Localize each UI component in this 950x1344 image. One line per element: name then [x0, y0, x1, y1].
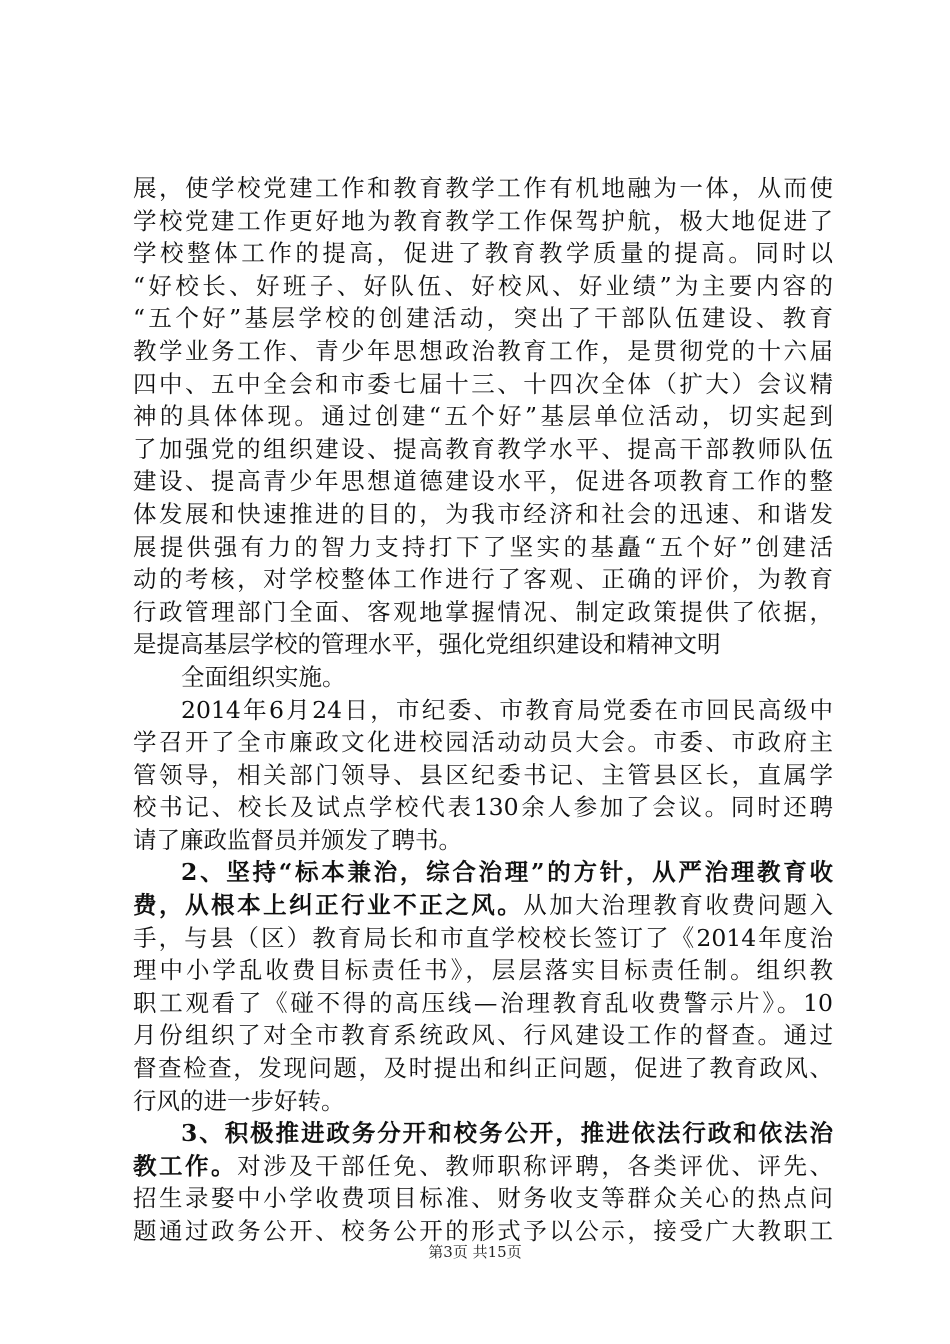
text-line: 展，使学校党建工作和教育教学工作有机地融为一体，从而使 — [133, 174, 833, 202]
text-line — [133, 1150, 833, 1183]
text-line: 是提高基层学校的管理水平，强化党组织建设和精神文明 — [133, 630, 721, 659]
paragraph — [133, 661, 833, 694]
section-heading-line: 2、坚持“标本兼治，综合治理”的方针，从严治理教育收 — [181, 858, 833, 887]
text-fragment: 从加大治理教育收费问题入 — [523, 891, 834, 920]
text-line: 职工观看了《碰不得的高压线—治理教育乱收费警示片》。10 — [133, 988, 833, 1017]
text-line: 神的具体体现。通过创建“五个好”基层单位活动，切实起到 — [133, 402, 833, 431]
text-line: 学召开了全市廉政文化进校园活动动员大会。市委、市政府主 — [133, 728, 833, 757]
page-number-label: 第3页 共15页 — [428, 1243, 522, 1261]
text-line: 招生录娶中小学收费项目标准、财务收支等群众关心的热点问 — [133, 1184, 833, 1213]
text-line: 展提供强有力的智力支持打下了坚实的基矗“五个好”创建活 — [133, 532, 833, 561]
text-line: 2014年6月24日，市纪委、市教育局党委在市回民高级中 — [181, 695, 833, 724]
text-line: 全面组织实施。 — [181, 662, 346, 691]
section-heading-line: 3、积极推进政务分开和校务公开，推进依法行政和依法治 — [181, 1119, 833, 1148]
text-line: 动的考核，对学校整体工作进行了客观、正确的评价，为教育 — [133, 565, 833, 594]
section-heading-line: 教工作。 — [133, 1151, 238, 1180]
text-line: 督查检查，发现问题，及时提出和纠正问题，促进了教育政风、 — [133, 1054, 833, 1083]
text-line: 校书记、校长及试点学校代表130余人参加了会议。同时还聘 — [133, 793, 833, 822]
text-line: 行政管理部门全面、客观地掌握情况、制定政策提供了依据， — [133, 597, 833, 626]
page-footer — [0, 1241, 950, 1262]
paragraph — [133, 172, 833, 661]
text-line: 题通过政务公开、校务公开的形式予以公示，接受广大教职工 — [133, 1217, 833, 1245]
paragraph — [133, 1117, 833, 1247]
section-heading-line: 费，从根本上纠正行业不正之风。 — [133, 891, 524, 920]
text-line — [133, 889, 833, 922]
text-line: 月份组织了对全市教育系统政风、行风建设工作的督查。通过 — [133, 1021, 833, 1050]
text-line: 了加强党的组织建设、提高教育教学水平、提高干部教师队伍 — [133, 434, 833, 463]
text-line: 建设、提高青少年思想道德建设水平，促进各项教育工作的整 — [133, 467, 833, 496]
document-body — [133, 172, 833, 1248]
text-line: “好校长、好班子、好队伍、好校风、好业绩”为主要内容的 — [133, 271, 833, 300]
text-line: 手，与县（区）教育局长和市直学校校长签订了《2014年度治 — [133, 923, 833, 952]
text-line: 理中小学乱收费目标责任书》，层层落实目标责任制。组织教 — [133, 956, 833, 985]
text-line: 请了廉政监督员并颁发了聘书。 — [133, 825, 462, 854]
text-line: 管领导，相关部门领导、县区纪委书记、主管县区长，直属学 — [133, 760, 833, 789]
text-line: 学校党建工作更好地为教育教学工作保驾护航，极大地促进了 — [133, 206, 833, 235]
paragraph — [133, 856, 833, 1117]
text-line: “五个好”基层学校的创建活动，突出了干部队伍建设、教育 — [133, 304, 833, 333]
paragraph — [133, 694, 833, 857]
text-line: 行风的进一步好转。 — [133, 1086, 345, 1115]
text-fragment: 对涉及干部任免、教师职称评聘，各类评优、评先、 — [237, 1151, 834, 1180]
text-line: 四中、五中全会和市委七届十三、十四次全体（扩大）会议精 — [133, 369, 833, 398]
text-line: 教学业务工作、青少年思想政治教育工作，是贯彻党的十六届 — [133, 336, 833, 365]
text-line: 体发展和快速推进的目的，为我市经济和社会的迅速、和谐发 — [133, 499, 833, 528]
text-line: 学校整体工作的提高，促进了教育教学质量的提高。同时以 — [133, 239, 833, 268]
